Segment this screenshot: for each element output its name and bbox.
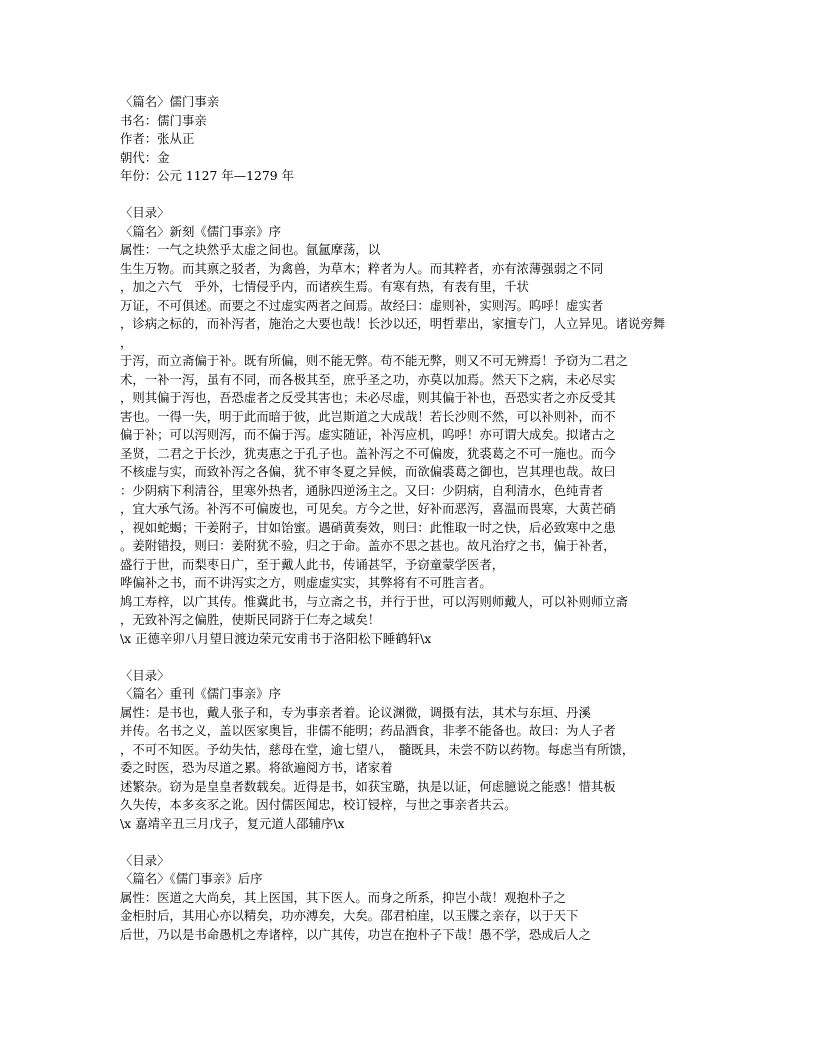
text-line: 作者：张从正 (120, 131, 195, 146)
text-line: 偏于补；可以泻则泻，而不偏于泻。虚实随证，补泻应机，呜呼！亦可谓大成矣。拟诸古之 (120, 427, 616, 442)
paragraph-gap (120, 186, 700, 205)
text-line: ，无致补泻之偏胜，使斯民同跻于仁寿之域矣！ (120, 612, 381, 627)
text-line: 万证，不可俱述。而要之不过虚实两者之间焉。故经曰：虚则补，实则泻。呜呼！虚实者 (120, 297, 604, 313)
text-line: 属性：是书也，戴人张子和，专为事亲者着。论议渊微，调摄有法，其术与东垣、丹溪 (120, 704, 591, 720)
text-line: \x 正德辛卯八月望日渡边荣元安甫书于洛阳松下睡鹤轩\x (120, 630, 432, 646)
text-line: 〈篇名〉重刊《儒门事亲》序 (120, 686, 282, 701)
preface-section-1 (120, 204, 700, 648)
text-line: 哗偏补之书，而不讲泻实之方，则虚虚实实，其弊将有不可胜言者。 (120, 575, 492, 590)
text-line: 不核虚与实，而致补泻之各偏，犹不审冬夏之异候，而欲偏裘葛之御也，岂其理也哉。故曰 (120, 464, 616, 479)
text-line: 书名：儒门事亲 (120, 112, 207, 128)
text-line: ：少阴病下利清谷，里寒外热者，通脉四逆汤主之。又曰：少阴病，自利清水，色纯青者 (120, 482, 604, 498)
text-line: 属性：一气之块然乎太虚之间也。氤氲摩荡，以 (120, 242, 381, 257)
text-line: 〈篇名〉新刻《儒门事亲》序 (120, 223, 282, 239)
text-line: 害也。一得一失，明于此而暗于彼，此岂斯道之大成哉！若长沙则不然，可以补则补，而不 (120, 408, 616, 424)
text-line: 圣贤，二君之于长沙，犹夷惠之于孔子也。盖补泻之不可偏废，犹裘葛之不可一施也。而今 (120, 445, 616, 461)
text-line: ，不可不知医。予幼失怙，慈母在堂，逾七望八， 髓既具，未尝不防以药物。每虑当有所馈， (120, 741, 635, 757)
text-line: ，视如蛇蝎；干姜附子，甘如饴蜜。遇硝黄奏效，则曰：此惟取一时之快，后必致寒中之患 (120, 519, 616, 535)
text-line: 〈篇名〉《儒门事亲》后序 (120, 871, 263, 886)
text-line: 术，一补一泻，虽有不同，而各极其至，庶乎圣之功，亦莫以加焉。然天下之病，未必尽实 (120, 371, 616, 387)
text-line: 盛行于世，而梨枣日广，至于戴人此书，传诵甚罕，予窃童蒙学医者， (120, 556, 505, 572)
text-line: 于泻，而立斋偏于补。既有所偏，则不能无弊。苟不能无弊，则又不可无辨焉！予窃为二君之 (120, 353, 629, 368)
text-line: 生生万物。而其禀之驳者，为禽兽，为草木；粹者为人。而其粹者，亦有浓薄强弱之不同 (120, 260, 604, 276)
text-line: 久失传，本多亥豕之讹。因付儒医闻忠，校订锓梓，与世之事亲者共云。 (120, 797, 517, 812)
preface-section-2 (120, 667, 700, 834)
text-line: 朝代：金 (120, 149, 170, 165)
text-line: 委之时医，恐为尽道之累。将欲遍阅方书，诸家着 (120, 760, 393, 775)
text-line: 。姜附错投，则曰：姜附犹不验，归之于命。盖亦不思之甚也。故凡治疗之书，偏于补者， (120, 538, 616, 553)
text-line: 〈目录〉 (120, 205, 170, 220)
paragraph-gap (120, 833, 700, 852)
text-line: ，则其偏于泻也，吾恐虚者之反受其害也；未必尽虚，则其偏于补也，吾恐实者之亦反受其 (120, 390, 616, 405)
text-line: \x 嘉靖辛丑三月戊子，复元道人邵辅序\x (120, 815, 345, 831)
text-line: 年份：公元 1127 年—1279 年 (120, 168, 295, 183)
text-line: 金柜肘后，其用心亦以精矣，功亦溥矣，大矣。邵君柏崖，以玉牒之亲存，以于天下 (120, 908, 579, 923)
text-line: ，宜大承气汤。补泻不可偏废也，可见矣。方今之世，好补而恶泻，喜温而畏寒，大黄芒硝 (120, 501, 616, 516)
document-page (120, 93, 700, 944)
postscript-section (120, 852, 700, 945)
text-line: 述繁杂。窃为是皇皇者数载矣。近得是书，如获宝璐，执是以证，何虑臆说之能惑！惜其板 (120, 778, 616, 794)
text-line: 属性：医道之大尚矣，其上医国，其下医人。而身之所系，抑岂小哉！观抱朴子之 (120, 889, 567, 905)
text-line: 〈目录〉 (120, 667, 170, 683)
text-line: ， (120, 334, 133, 350)
text-line: 〈篇名〉儒门事亲 (120, 94, 220, 109)
text-line: 后世，乃以是书命愚机之寿诸梓，以广其传，功岂在抱朴子下哉！愚不学，恐成后人之 (120, 926, 591, 942)
text-line: ，加之六气 乎外，七情侵乎内，而诸疾生焉。有寒有热，有表有里，千状 (120, 279, 529, 294)
text-line: 〈目录〉 (120, 852, 170, 868)
text-line: ，诊病之标的，而补泻者，施治之大要也哉！长沙以还，明哲辈出，家擅专门，人立异见。诸说旁舞 (120, 316, 666, 331)
text-line: 鸠工寿梓，以广其传。惟冀此书，与立斋之书，并行于世，可以泻则师戴人，可以补则师立斋 (120, 593, 629, 609)
text-line: 并传。名书之义，盖以医家奥旨，非儒不能明；药品酒食，非孝不能备也。故曰：为人子者 (120, 723, 616, 738)
paragraph-gap (120, 648, 700, 667)
header-block (120, 93, 700, 186)
